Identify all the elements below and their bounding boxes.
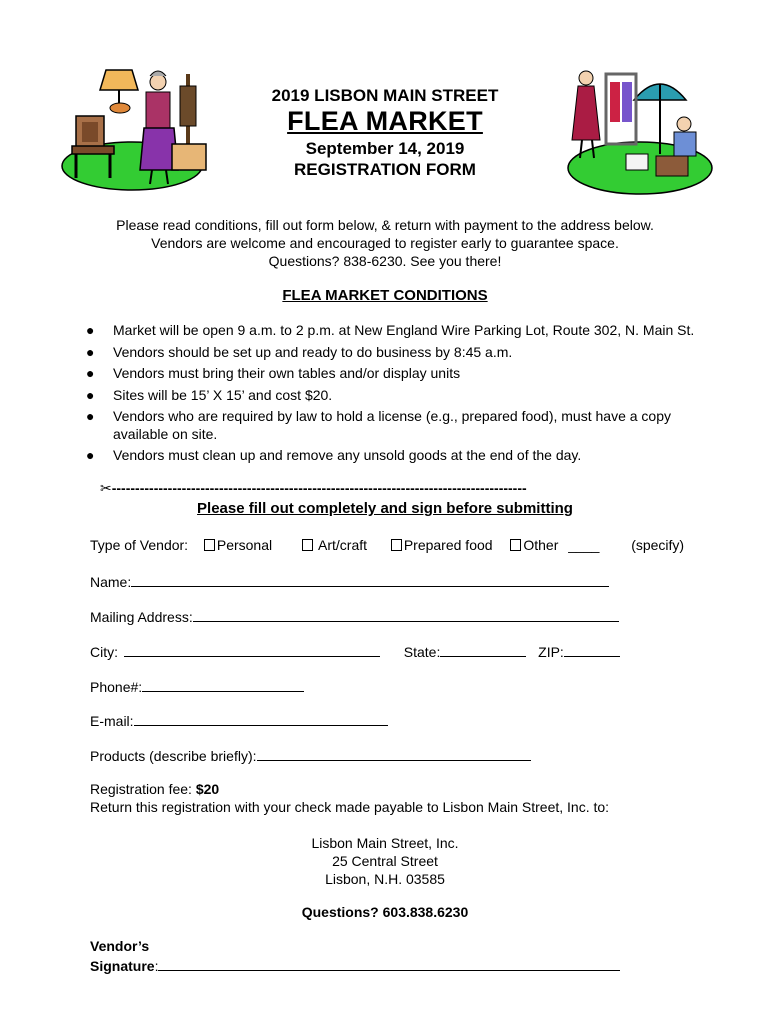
list-item [86,408,706,443]
list-item [86,322,706,340]
return-instructions: Return this registration with your check made payable to Lisbon Main Street, Inc. to: [90,799,610,815]
intro-line: Vendors are welcome and encouraged to register early to guarantee space. [151,235,619,251]
vendor-type-row [90,537,684,553]
checkbox-icon[interactable] [510,539,521,551]
fee-label: Registration fee: [90,781,196,797]
vendor-option-personal[interactable]: Personal [204,537,272,553]
conditions-list [86,322,706,469]
condition-text: Vendors who are required by law to hold a license (e.g., prepared food), must have a copy available on site. [113,408,671,442]
signature-label-line1: Vendor’s [90,938,150,954]
page-title: FLEA MARKET [287,106,483,136]
zip-label: ZIP: [538,644,564,660]
phone-label: Phone#: [90,679,143,695]
vendor-option-prepared-food[interactable]: Prepared food [391,537,493,553]
address-line: 25 Central Street [332,853,438,869]
signature-row [90,956,620,974]
condition-text: Vendors should be set up and ready to do business by 8:45 a.m. [113,343,513,360]
conditions-title: FLEA MARKET CONDITIONS [282,287,488,304]
vendor-type-label: Type of Vendor: [90,537,189,553]
checkbox-icon[interactable] [302,539,313,551]
bullet-icon: ● [86,408,95,424]
state-label: State: [403,644,441,660]
name-label: Name: [90,574,132,590]
mailing-address-block [0,834,770,888]
city-label: City: [90,644,118,660]
specify-label: (specify) [631,537,685,553]
registration-fee [90,781,219,797]
bullet-icon: ● [86,322,95,338]
vendor-option-artcraft[interactable]: Art/craft [302,537,367,553]
products-row [90,746,531,764]
mailing-address-row [90,607,619,625]
fee-value: $20 [195,781,220,797]
other-blank[interactable]: ____ [568,537,600,553]
questions-phone: Questions? 603.838.6230 [301,904,469,920]
dashed-line: ----------------------------------------------------------------------------------------- [111,480,527,496]
checkbox-icon[interactable] [391,539,402,551]
list-item [86,387,706,405]
condition-text: Vendors must clean up and remove any unsold goods at the end of the day. [113,447,582,463]
intro-text [0,216,770,270]
address-line: Lisbon, N.H. 03585 [325,871,445,887]
event-heading: 2019 LISBON MAIN STREET [271,86,499,105]
phone-row [90,677,304,695]
vendor-option-other[interactable]: Other [510,537,558,553]
signature-field[interactable] [158,956,620,971]
email-row [90,711,388,729]
city-field[interactable] [124,642,380,657]
intro-line: Please read conditions, fill out form below, & return with payment to the address below. [116,217,654,233]
signature-colon: : [154,958,159,974]
email-label: E-mail: [90,713,134,729]
checkbox-icon[interactable] [204,539,215,551]
event-date: September 14, 2019 [305,139,465,158]
phone-field[interactable] [142,677,304,692]
bullet-icon: ● [86,365,95,381]
cut-line [100,480,690,497]
scissors-icon: ✂ [100,480,112,496]
mailing-address-field[interactable] [193,607,619,622]
form-name: REGISTRATION FORM [294,160,476,179]
name-field[interactable] [131,572,609,587]
state-field[interactable] [440,642,526,657]
condition-text: Market will be open 9 a.m. to 2 p.m. at New England Wire Parking Lot, Route 302, N. Main St. [113,322,695,338]
form-instructions: Please fill out completely and sign before submitting [197,500,573,517]
products-label: Products (describe briefly): [90,748,257,764]
list-item [86,344,706,362]
condition-text: Sites will be 15’ X 15’ and cost $20. [113,386,333,403]
products-field[interactable] [257,746,531,761]
bullet-icon: ● [86,447,95,463]
list-item [86,365,706,383]
name-row [90,572,609,590]
bullet-icon: ● [86,343,95,360]
email-field[interactable] [134,711,388,726]
condition-text: Vendors must bring their own tables and/or display units [113,365,461,381]
address-line: Lisbon Main Street, Inc. [311,835,459,851]
city-state-zip-row [90,642,620,660]
list-item [86,447,706,465]
intro-line: Questions? 838-6230. See you there! [268,253,502,269]
zip-field[interactable] [564,642,620,657]
bullet-icon: ● [86,386,95,403]
mailing-address-label: Mailing Address: [90,609,193,625]
signature-label: Signature [90,958,155,974]
